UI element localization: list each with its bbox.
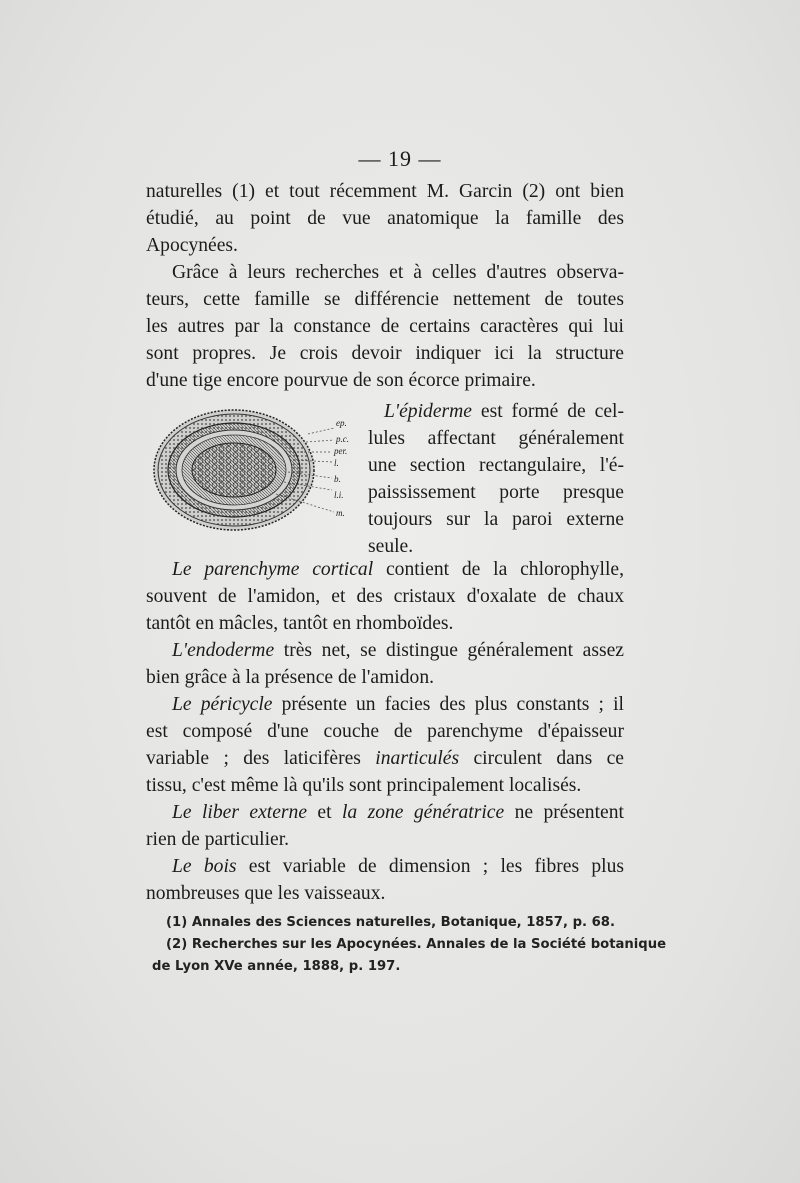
text-line: lules affectant généralement bbox=[368, 428, 624, 449]
text-fragment: variable ; des laticifères bbox=[146, 748, 376, 769]
text-line: une section rectangulaire, l'é- bbox=[368, 455, 624, 476]
text-fragment: et bbox=[307, 802, 342, 823]
label-pc: p.c. bbox=[336, 434, 349, 444]
text-line: rien de particulier. bbox=[146, 829, 290, 850]
epiderme-paragraph bbox=[368, 398, 624, 560]
term-zone-generatrice: la zone génératrice bbox=[341, 802, 505, 823]
label-b: b. bbox=[334, 474, 341, 484]
body-text bbox=[146, 556, 624, 907]
label-li: l.i. bbox=[334, 490, 344, 500]
text-fragment: ne présentent bbox=[504, 802, 624, 823]
footnote-2: (2) Recherches sur les Apocynées. Annales de la Société botanique bbox=[166, 937, 667, 952]
text-fragment: est variable de dimension ; les fibres plus bbox=[236, 856, 624, 877]
text-line: tantôt en mâcles, tantôt en rhomboïdes. bbox=[146, 613, 454, 634]
text-line: d'une tige encore pourvue de son écorce primaire. bbox=[146, 370, 536, 391]
text-line: paississement porte presque bbox=[368, 482, 624, 503]
intro-text bbox=[146, 178, 624, 394]
footnote-2-continued: de Lyon XVe année, 1888, p. 197. bbox=[152, 959, 401, 974]
text-fragment: est formé de cel- bbox=[472, 401, 624, 422]
text-line: toujours sur la paroi externe bbox=[368, 509, 624, 530]
stem-section-drawing bbox=[148, 398, 362, 538]
term-pericycle: Le péricycle bbox=[172, 694, 273, 715]
text-line: teurs, cette famille se différencie nettement de toutes bbox=[146, 289, 624, 310]
text-line: souvent de l'amidon, et des cristaux d'oxalate de chaux bbox=[146, 586, 624, 607]
term-endoderme: L'endoderme bbox=[172, 640, 275, 661]
footnotes bbox=[152, 912, 667, 978]
text-fragment: contient de la chlorophylle, bbox=[373, 559, 625, 580]
term-bois: Le bois bbox=[172, 856, 237, 877]
text-line: bien grâce à la présence de l'amidon. bbox=[146, 667, 435, 688]
stem-cross-section-figure bbox=[148, 398, 362, 538]
text-fragment: très net, se distingue généralement assez bbox=[274, 640, 624, 661]
footnote-1: (1) Annales des Sciences naturelles, Botanique, 1857, p. 68. bbox=[166, 915, 615, 930]
label-m: m. bbox=[336, 508, 345, 518]
term-epiderme: L'épiderme bbox=[384, 401, 472, 422]
moelle bbox=[192, 443, 276, 497]
term-parenchyme: Le parenchyme cortical bbox=[172, 559, 374, 580]
text-line: les autres par la constance de certains caractères qui lui bbox=[146, 316, 624, 337]
text-fragment: présente un facies des plus constants ; il bbox=[272, 694, 624, 715]
page-number: — 19 — bbox=[358, 146, 442, 171]
text-line: nombreuses que les vaisseaux. bbox=[146, 883, 386, 904]
term-inarticules: inarticulés bbox=[375, 748, 460, 769]
text-line: sont propres. Je crois devoir indiquer ici la structure bbox=[146, 343, 624, 364]
text-line: Apocynées. bbox=[146, 235, 238, 256]
text-line: étudié, au point de vue anatomique la famille des bbox=[146, 208, 624, 229]
label-per: per. bbox=[334, 446, 348, 456]
text-line: naturelles (1) et tout récemment M. Garcin (2) ont bien bbox=[146, 181, 624, 202]
text-line: est composé d'une couche de parenchyme d'épaisseur bbox=[146, 721, 624, 742]
text-line: seule. bbox=[368, 536, 414, 557]
text-line: Grâce à leurs recherches et à celles d'autres observa- bbox=[172, 262, 624, 283]
term-liber-externe: Le liber externe bbox=[172, 802, 308, 823]
text-line: tissu, c'est même là qu'ils sont principalement localisés. bbox=[146, 775, 582, 796]
label-l: l. bbox=[334, 458, 339, 468]
label-ep: ep. bbox=[336, 418, 347, 428]
text-fragment: circulent dans ce bbox=[459, 748, 624, 769]
